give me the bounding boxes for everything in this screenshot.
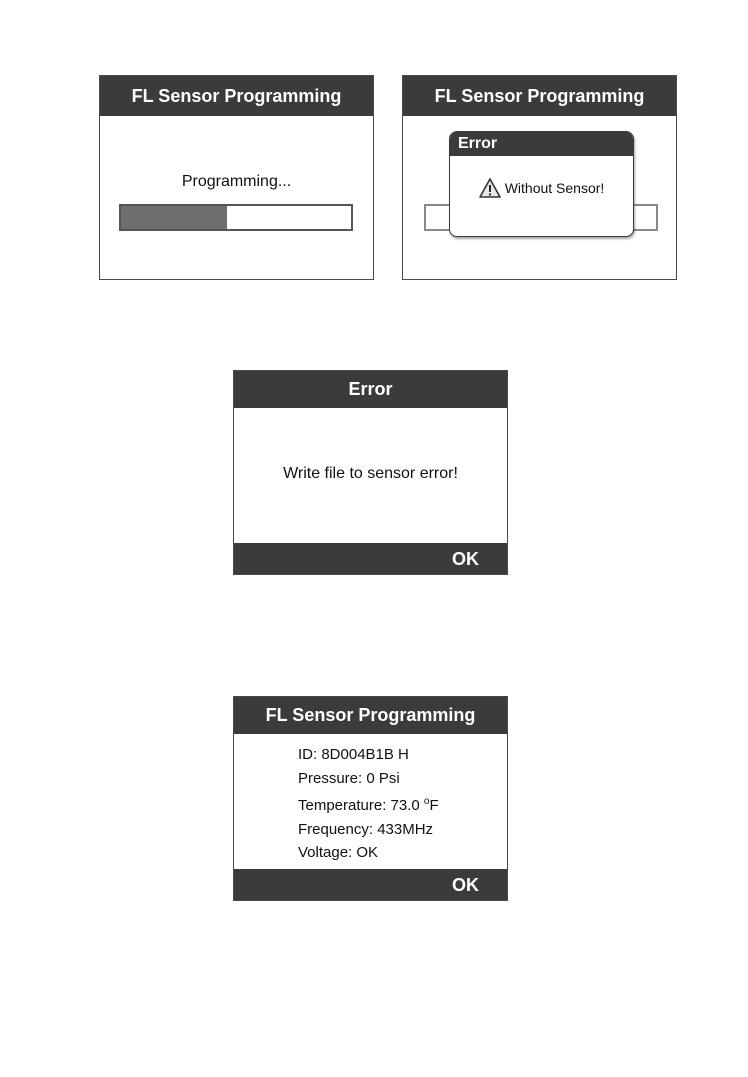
write-error-screen <box>233 370 508 575</box>
ok-button[interactable]: OK <box>452 875 479 895</box>
error-message: Write file to sensor error! <box>283 465 458 482</box>
sensor-frequency: Frequency: 433MHz <box>298 820 434 838</box>
screen-title: FL Sensor Programming <box>100 76 373 116</box>
degree-symbol: o <box>423 796 430 807</box>
sensor-voltage: Voltage: OK <box>298 844 379 861</box>
progress-bar <box>119 204 353 231</box>
screen-title: Error <box>234 371 507 408</box>
warning-icon <box>479 178 501 198</box>
programming-status: Programming... <box>181 173 292 190</box>
progress-bar-fill <box>121 206 227 229</box>
temperature-value: Temperature: 73.0 <box>298 797 424 814</box>
sensor-id: ID: 8D004B1B H <box>298 746 409 763</box>
sensor-temperature <box>298 790 439 818</box>
sensor-info-screen <box>233 696 508 901</box>
sensor-info-list <box>298 743 439 865</box>
temperature-unit: F <box>429 797 439 814</box>
programming-screen <box>99 75 374 280</box>
sensor-pressure: Pressure: 0 Psi <box>298 769 400 787</box>
error-dialog-title: Error <box>450 132 633 156</box>
screen-title: FL Sensor Programming <box>234 697 507 734</box>
ok-button[interactable]: OK <box>452 549 479 569</box>
without-sensor-screen <box>402 75 677 280</box>
error-dialog-text: Without Sensor! <box>504 180 605 196</box>
footer-bar <box>234 543 507 574</box>
screen-title: FL Sensor Programming <box>403 76 676 116</box>
footer-bar <box>234 869 507 900</box>
error-dialog-message <box>450 178 633 198</box>
error-dialog <box>449 131 634 237</box>
